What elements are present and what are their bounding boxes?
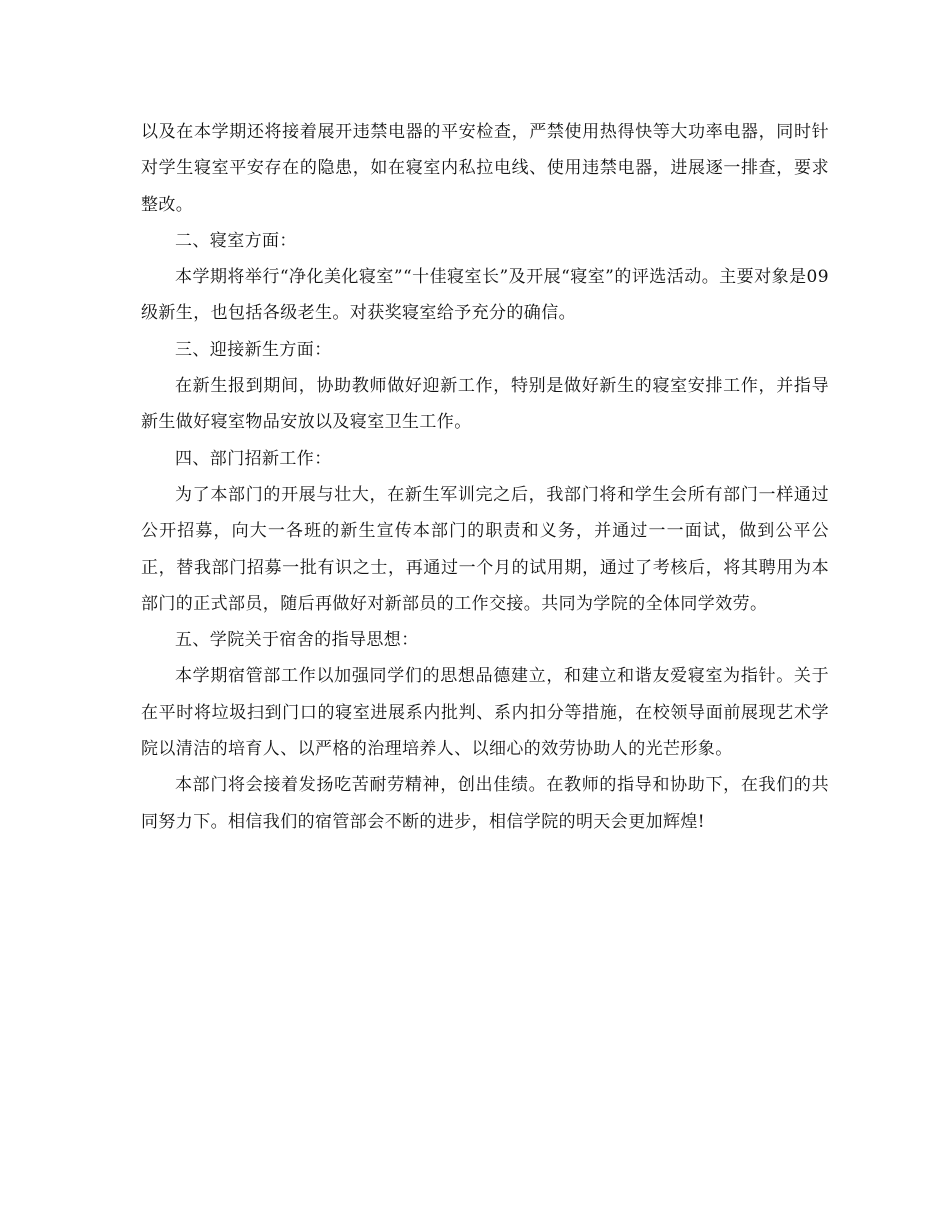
section-body-dormitory: 本学期将举行“净化美化寝室”“十佳寝室长”及开展“寝室”的评选活动。主要对象是09级新生，也包括各级老生。对获奖寝室给予充分的确信。	[141, 267, 829, 324]
section-body-new-students: 在新生报到期间，协助教师做好迎新工作，特别是做好新生的寝室安排工作，并指导新生做好寝室物品安放以及寝室卫生工作。	[141, 376, 829, 433]
section-heading-new-students: 三、迎接新生方面：	[175, 339, 332, 360]
section-heading-dormitory: 二、寝室方面：	[175, 230, 297, 251]
section-body-guiding-ideology: 本学期宿管部工作以加强同学们的思想品德建立，和建立和谐友爱寝室为指针。关于在平时将垃圾扫到门口的寝室进展系内批判、系内扣分等措施，在校领导面前展现艺术学院以清洁的培育人、以严格的治理培养人、以细心的效劳协助人的光芒形象。	[141, 666, 829, 760]
section-heading-recruitment: 四、部门招新工作：	[175, 448, 332, 469]
section-heading-guiding-ideology: 五、学院关于宿舍的指导思想：	[175, 630, 419, 651]
section-body-recruitment: 为了本部门的开展与壮大，在新生军训完之后，我部门将和学生会所有部门一样通过公开招募，向大一各班的新生宣传本部门的职责和义务，并通过一一面试，做到公平公正，替我部门招募一批有识之士，再通过一个月的试用期，通过了考核后，将其聘用为本部门的正式部员，随后再做好对新部员的工作交接。共同为学院的全体同学效劳。	[141, 484, 829, 614]
closing-paragraph: 本部门将会接着发扬吃苦耐劳精神，创出佳绩。在教师的指导和协助下，在我们的共同努力下。相信我们的宿管部会不断的进步，相信学院的明天会更加辉煌!	[141, 775, 829, 832]
continuation-paragraph: 以及在本学期还将接着展开违禁电器的平安检查，严禁使用热得快等大功率电器，同时针对学生寝室平安存在的隐患，如在寝室内私拉电线、使用违禁电器，进展逐一排查，要求整改。	[141, 122, 829, 215]
document-body	[141, 114, 829, 840]
